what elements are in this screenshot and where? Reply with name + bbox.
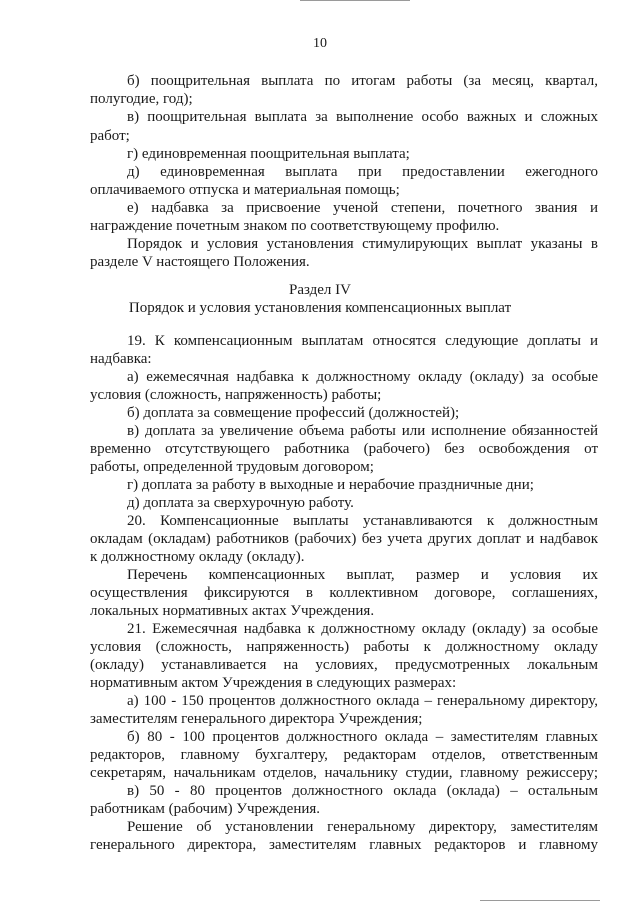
- text-line: 20. Компенсационные выплаты устанавливаются к должностным: [127, 513, 598, 529]
- text-line: секретарям, начальникам отделов, начальнику студии, главному режиссеру;: [90, 765, 598, 781]
- text-line: условия (сложность, напряженность) работы;: [90, 387, 382, 403]
- text-line: заместителям генерального директора Учреждения;: [90, 711, 423, 727]
- text-line: д) доплата за сверхурочную работу.: [127, 495, 354, 511]
- text-line: б) 80 - 100 процентов должностного оклада – заместителям главных: [127, 729, 598, 745]
- text-line: Порядок и условия установления стимулирующих выплат указаны в: [127, 236, 598, 252]
- text-line: разделе V настоящего Положения.: [90, 254, 310, 270]
- text-line: д) единовременная выплата при предоставлении ежегодного: [127, 164, 598, 180]
- scan-artifact-bottom: [480, 900, 600, 901]
- text-line: осуществления фиксируются в коллективном договоре, соглашениях,: [90, 585, 598, 601]
- text-line: надбавка:: [90, 351, 152, 367]
- text-line: редакторов, главному бухгалтеру, редакторам отделов, ответственным: [90, 747, 598, 763]
- text-line: работы, определенной трудовым договором;: [90, 459, 374, 475]
- page-number: 10: [313, 36, 327, 51]
- text-line: Перечень компенсационных выплат, размер и условия их: [127, 567, 598, 583]
- text-line: нормативным актом Учреждения в следующих размерах:: [90, 675, 457, 691]
- text-line: локальных нормативных актах Учреждения.: [90, 603, 375, 619]
- text-line: 19. К компенсационным выплатам относятся следующие доплаты и: [127, 333, 598, 349]
- text-line: полугодие, год);: [90, 91, 193, 107]
- text-line: б) доплата за совмещение профессий (должностей);: [127, 405, 460, 421]
- text-line: в) поощрительная выплата за выполнение особо важных и сложных: [127, 109, 598, 125]
- scan-artifact-top: [300, 0, 410, 1]
- section-heading: Раздел IV: [288, 282, 351, 298]
- text-line: награждение почетным знаком по соответствующему профилю.: [90, 218, 500, 234]
- text-line: условия (сложность, напряженность) работы к должностному окладу: [90, 639, 598, 655]
- text-line: г) единовременная поощрительная выплата;: [127, 146, 410, 162]
- text-line: (окладу) устанавливается на условиях, предусмотренных локальным: [90, 657, 598, 673]
- text-line: г) доплата за работу в выходные и нерабочие праздничные дни;: [127, 477, 534, 493]
- text-line: в) 50 - 80 процентов должностного оклада (оклада) – остальным: [127, 783, 598, 799]
- text-line: Решение об установлении генеральному директору, заместителям: [127, 819, 598, 835]
- text-line: генерального директора, заместителям главных редакторов и главному: [90, 837, 598, 853]
- section-title: Порядок и условия установления компенсационных выплат: [128, 300, 512, 316]
- text-line: в) доплата за увеличение объема работы или исполнение обязанностей: [127, 423, 598, 439]
- text-line: временно отсутствующего работника (рабочего) без освобождения от: [90, 441, 598, 457]
- text-line: 21. Ежемесячная надбавка к должностному окладу (окладу) за особые: [127, 621, 598, 637]
- text-line: а) 100 - 150 процентов должностного оклада – генеральному директору,: [127, 693, 598, 709]
- text-line: б) поощрительная выплата по итогам работы (за месяц, квартал,: [127, 73, 598, 89]
- text-line: а) ежемесячная надбавка к должностному окладу (окладу) за особые: [127, 369, 598, 385]
- text-line: окладам (окладам) работников (рабочих) без учета других доплат и надбавок: [90, 531, 598, 547]
- text-line: е) надбавка за присвоение ученой степени, почетного звания и: [127, 200, 598, 216]
- text-line: работ;: [90, 128, 130, 144]
- text-line: оплачиваемого отпуска и материальная помощь;: [90, 182, 400, 198]
- text-line: к должностному окладу (окладу).: [90, 549, 305, 565]
- text-line: работникам (рабочим) Учреждения.: [90, 801, 321, 817]
